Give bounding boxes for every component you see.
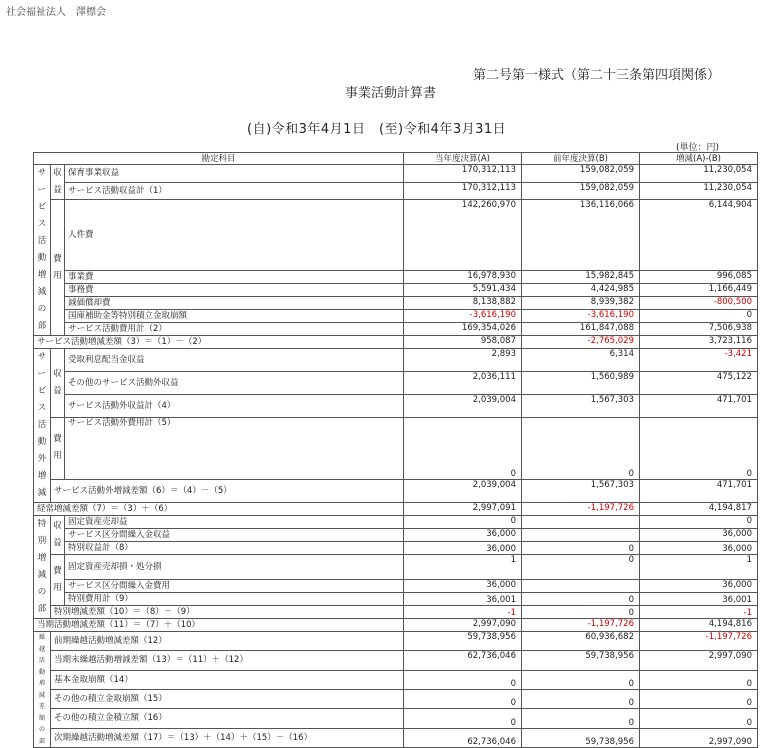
value-diff: 0 (640, 689, 758, 708)
section-label-special-expense: 費 用 (51, 555, 65, 606)
table-row (34, 182, 758, 200)
table-row (34, 372, 758, 395)
table-row (34, 632, 758, 651)
table-row (34, 619, 758, 632)
fiscal-period: (自)令和3年4月1日 (至)令和4年3月31日 (247, 122, 507, 137)
row-label: 当期末繰越活動増減差額（13）＝（11）＋（12） (51, 651, 404, 670)
col-current-header: 当年度決算(A) (404, 153, 522, 165)
value-current: 958,087 (404, 336, 522, 349)
value-diff: 4,194,816 (640, 619, 758, 632)
value-diff: 1 (640, 555, 758, 580)
row-label: 事務費 (65, 284, 404, 297)
value-previous: -3,616,190 (522, 310, 640, 323)
table-row (34, 689, 758, 708)
section-label-special: 特 別 増 減 の 部 (34, 516, 51, 619)
table-row (34, 200, 758, 271)
table-row (34, 606, 758, 619)
table-row (34, 284, 758, 297)
value-diff: 6,144,904 (640, 200, 758, 271)
value-diff: 0 (640, 516, 758, 529)
value-previous: 4,424,985 (522, 284, 640, 297)
row-label: 人件費 (65, 200, 404, 271)
value-current: 2,893 (404, 349, 522, 372)
value-diff: 11,230,054 (640, 182, 758, 200)
value-current: 0 (404, 516, 522, 529)
value-previous: 161,847,088 (522, 323, 640, 336)
col-item-header: 勘定科目 (34, 153, 404, 165)
value-previous: 6,314 (522, 349, 640, 372)
value-diff: -800,500 (640, 297, 758, 310)
row-label: サービス活動外収益計（4） (65, 395, 404, 418)
row-label: 前期繰越活動増減差額（12） (51, 632, 404, 651)
row-label: 基本金取崩額（14） (51, 670, 404, 689)
value-diff: 36,000 (640, 542, 758, 555)
value-previous: 0 (522, 555, 640, 580)
row-label: 事業費 (65, 271, 404, 284)
row-label: サービス活動収益計（1） (65, 182, 404, 200)
unit-label: (単位：円) (676, 143, 720, 153)
value-diff: 1,166,449 (640, 284, 758, 297)
value-current: 36,000 (404, 529, 522, 542)
row-label: 国庫補助金等特別積立金取崩額 (65, 310, 404, 323)
value-diff: 0 (640, 670, 758, 689)
table-row (34, 555, 758, 580)
activity-statement-table (33, 152, 758, 748)
table-row (34, 651, 758, 670)
value-current: 59,738,956 (404, 632, 522, 651)
row-label: 当期活動増減差額（11）＝（7）＋（10） (34, 619, 404, 632)
value-current: 5,591,434 (404, 284, 522, 297)
section-label-nonop-expense: 費 用 (51, 418, 65, 480)
value-previous: 159,082,059 (522, 165, 640, 183)
row-label: 特別費用計（9） (65, 593, 404, 606)
value-diff: 11,230,054 (640, 165, 758, 183)
row-label: 受取利息配当金収益 (65, 349, 404, 372)
row-label: サービス活動外費用計（5） (65, 418, 404, 480)
table-row (34, 395, 758, 418)
value-previous: 1,567,303 (522, 479, 640, 502)
table-row (34, 503, 758, 516)
table-row (34, 542, 758, 555)
value-current: 36,000 (404, 580, 522, 593)
value-previous: 0 (522, 709, 640, 728)
value-diff: 0 (640, 709, 758, 728)
value-diff: 471,701 (640, 395, 758, 418)
value-diff: 7,506,938 (640, 323, 758, 336)
section-label-service-expense: 費 用 (51, 200, 65, 336)
value-diff: 4,194,817 (640, 503, 758, 516)
table-row (34, 349, 758, 372)
value-current: -3,616,190 (404, 310, 522, 323)
section-label-retained: 繰 越 活 動 増 減 差 額 の 部 (34, 632, 51, 748)
value-current: 2,997,090 (404, 619, 522, 632)
value-previous: 59,738,956 (522, 651, 640, 670)
value-current: 169,354,026 (404, 323, 522, 336)
value-diff: -1 (640, 606, 758, 619)
section-label-service: サ ー ビ ス 活 動 増 減 の 部 (34, 165, 51, 336)
value-diff: 0 (640, 310, 758, 323)
organization-name: 社会福祉法人 澤標会 (6, 7, 106, 18)
table-row (34, 479, 758, 502)
value-previous: 0 (522, 606, 640, 619)
row-label: 固定資産売却損・処分損 (65, 555, 404, 580)
value-current: 170,312,113 (404, 165, 522, 183)
row-label: 固定資産売却益 (65, 516, 404, 529)
table-row (34, 728, 758, 747)
value-current: 1 (404, 555, 522, 580)
table-row (34, 709, 758, 728)
value-current: 0 (404, 709, 522, 728)
value-diff: -3,421 (640, 349, 758, 372)
table-header-row (34, 153, 758, 165)
form-number: 第二号第一様式（第二十三条第四項関係） (473, 68, 721, 83)
value-diff: 36,001 (640, 593, 758, 606)
value-previous (522, 529, 640, 542)
table-row (34, 310, 758, 323)
col-previous-header: 前年度決算(B) (522, 153, 640, 165)
value-diff: 3,723,116 (640, 336, 758, 349)
table-row (34, 297, 758, 310)
value-current: 2,039,004 (404, 395, 522, 418)
value-current: 8,138,882 (404, 297, 522, 310)
value-previous: 60,936,682 (522, 632, 640, 651)
section-label-nonop: サ ー ビ ス 活 動 外 増 減 (34, 349, 51, 503)
value-current: 16,978,930 (404, 271, 522, 284)
value-current: 62,736,046 (404, 728, 522, 747)
table-row (34, 336, 758, 349)
value-diff: 36,000 (640, 580, 758, 593)
table-row (34, 418, 758, 480)
value-diff: 2,997,090 (640, 651, 758, 670)
value-current: 0 (404, 418, 522, 480)
value-current: 170,312,113 (404, 182, 522, 200)
value-current: 142,260,970 (404, 200, 522, 271)
value-previous: -1,197,726 (522, 503, 640, 516)
value-diff: 475,122 (640, 372, 758, 395)
row-label: 経常増減差額（7）＝（3）＋（6） (34, 503, 404, 516)
row-label: 保育事業収益 (65, 165, 404, 183)
value-current: 36,000 (404, 542, 522, 555)
table-row (34, 271, 758, 284)
row-label: 特別増減差額（10）＝（8）－（9） (51, 606, 404, 619)
statement-title: 事業活動計算書 (345, 86, 437, 101)
value-previous: 0 (522, 418, 640, 480)
value-previous: -2,765,029 (522, 336, 640, 349)
row-label: その他の積立金積立額（16） (51, 709, 404, 728)
row-label: サービス区分間繰入金費用 (65, 580, 404, 593)
value-current: 2,036,111 (404, 372, 522, 395)
value-previous (522, 516, 640, 529)
table-row (34, 670, 758, 689)
value-previous: 1,567,303 (522, 395, 640, 418)
table-row (34, 580, 758, 593)
value-current: 2,039,004 (404, 479, 522, 502)
value-previous: 159,082,059 (522, 182, 640, 200)
row-label: 特別収益計（8） (65, 542, 404, 555)
value-current: 0 (404, 689, 522, 708)
value-diff: 2,997,090 (640, 728, 758, 747)
table-row (34, 529, 758, 542)
col-diff-header: 増減(A)-(B) (640, 153, 758, 165)
row-label: サービス活動増減差額（3）＝（1）－（2） (34, 336, 404, 349)
value-previous (522, 580, 640, 593)
table-row (34, 165, 758, 183)
value-current: 0 (404, 670, 522, 689)
value-current: -1 (404, 606, 522, 619)
section-label-service-income: 収 益 (51, 165, 65, 200)
value-previous: 0 (522, 542, 640, 555)
value-previous: 136,116,066 (522, 200, 640, 271)
value-previous: 15,982,845 (522, 271, 640, 284)
value-previous: 59,738,956 (522, 728, 640, 747)
table-row (34, 323, 758, 336)
section-label-special-income: 収 益 (51, 516, 65, 555)
table-row (34, 516, 758, 529)
value-previous: 1,560,989 (522, 372, 640, 395)
value-diff: 0 (640, 418, 758, 480)
value-diff: 996,085 (640, 271, 758, 284)
value-diff: 471,701 (640, 479, 758, 502)
value-previous: -1,197,726 (522, 619, 640, 632)
section-label-nonop-income: 収 益 (51, 349, 65, 418)
value-previous: 0 (522, 689, 640, 708)
row-label: 次期繰越活動増減差額（17）＝（13）＋（14）＋（15）－（16） (51, 728, 404, 747)
value-current: 2,997,091 (404, 503, 522, 516)
value-previous: 8,939,382 (522, 297, 640, 310)
row-label: その他のサービス活動外収益 (65, 372, 404, 395)
value-diff: -1,197,726 (640, 632, 758, 651)
row-label: その他の積立金取崩額（15） (51, 689, 404, 708)
row-label: サービス活動費用計（2） (65, 323, 404, 336)
value-current: 62,736,046 (404, 651, 522, 670)
row-label: サービス区分間繰入金収益 (65, 529, 404, 542)
row-label: サービス活動外増減差額（6）＝（4）－（5） (51, 479, 404, 502)
value-current: 36,001 (404, 593, 522, 606)
value-diff: 36,000 (640, 529, 758, 542)
value-previous: 0 (522, 593, 640, 606)
value-previous: 0 (522, 670, 640, 689)
row-label: 減価償却費 (65, 297, 404, 310)
table-row (34, 593, 758, 606)
